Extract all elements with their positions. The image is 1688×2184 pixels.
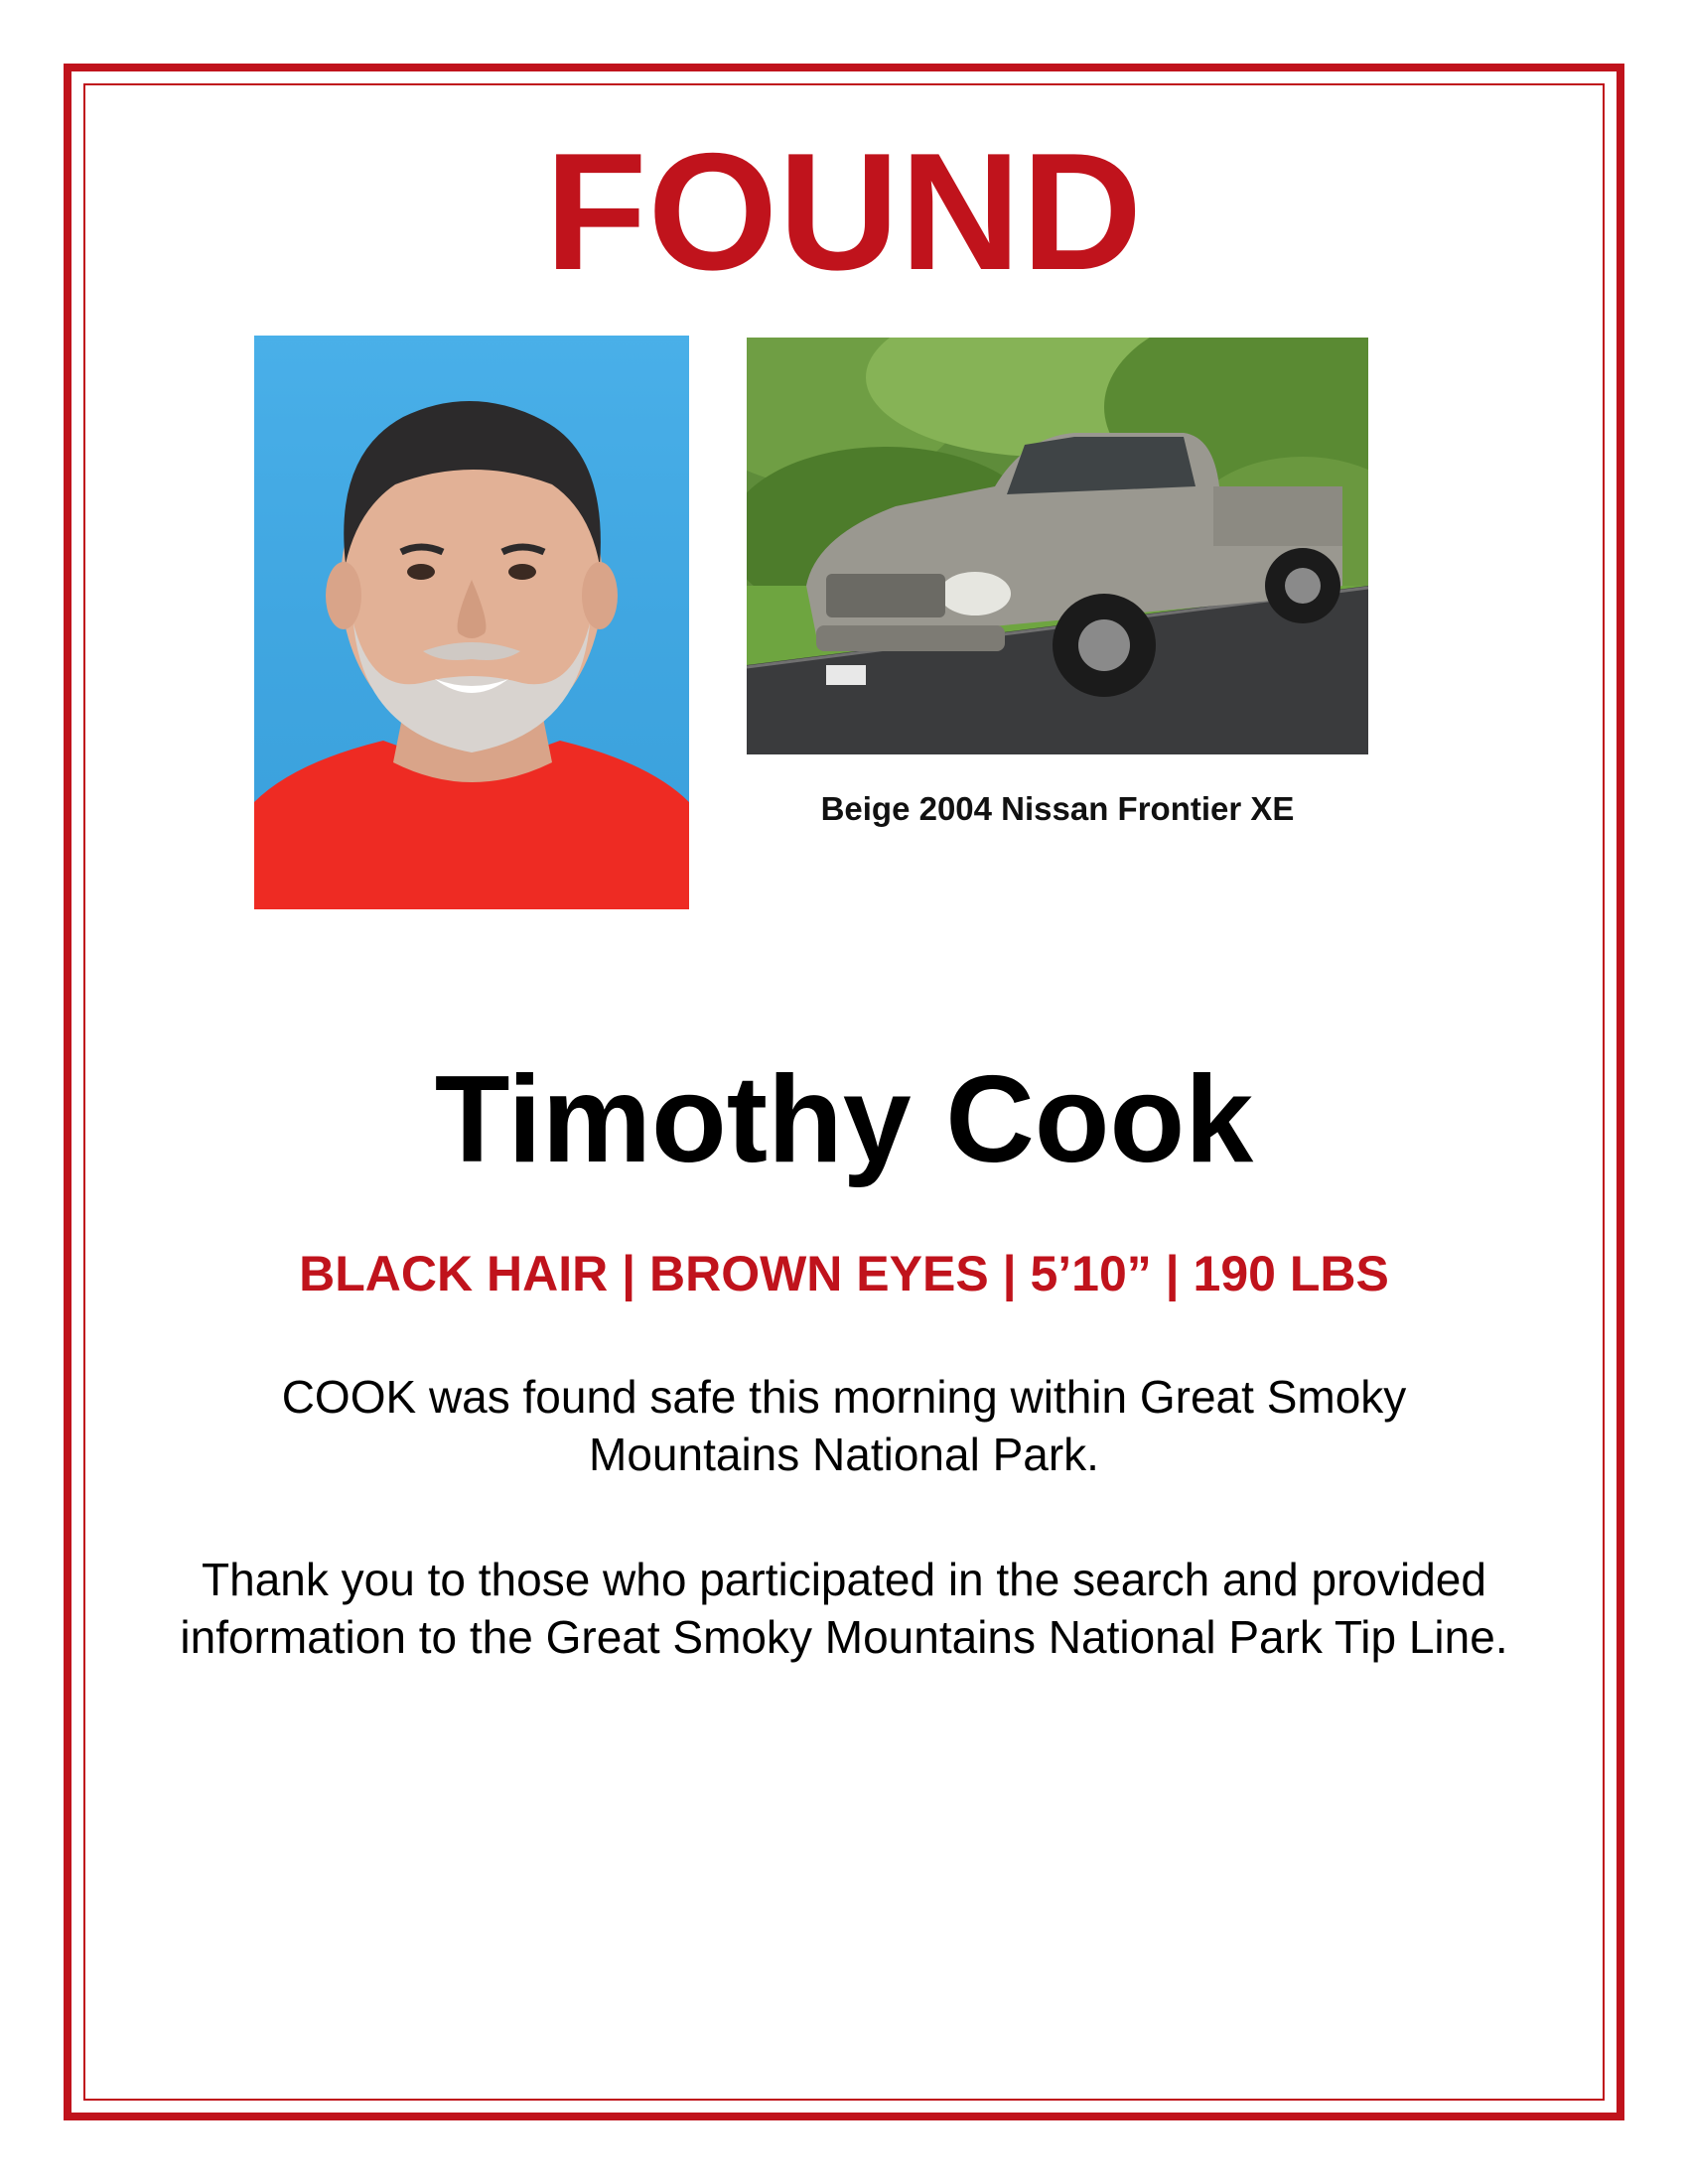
physical-descriptors: BLACK HAIR | BROWN EYES | 5’10” | 190 LBS	[299, 1246, 1389, 1301]
vehicle-caption: Beige 2004 Nissan Frontier XE	[820, 790, 1295, 827]
thank-you-statement: Thank you to those who participated in the search and provided information to the Great Smoky Mountains National Park Tip Line.	[180, 1554, 1508, 1663]
headline-found: FOUND	[544, 118, 1144, 305]
vehicle-photo	[747, 338, 1368, 754]
found-statement-text: COOK was found safe this morning within Great Smoky Mountains National Park.	[281, 1371, 1407, 1480]
person-name: Timothy Cook	[434, 1051, 1254, 1188]
person-photo	[254, 336, 689, 909]
found-statement	[89, 1368, 1599, 1483]
